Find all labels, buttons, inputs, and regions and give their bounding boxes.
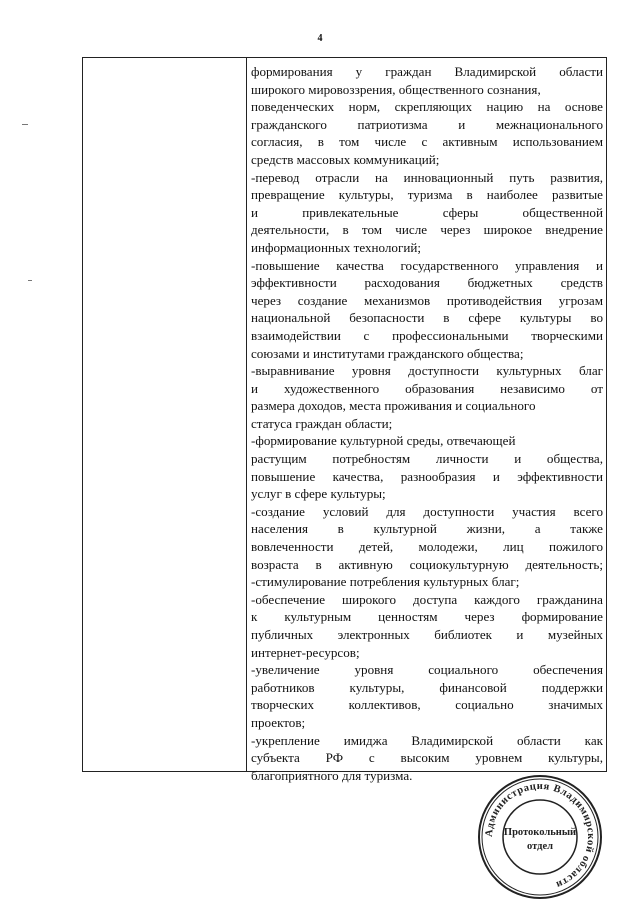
text-line: статуса граждан области;	[251, 415, 393, 431]
protocol-department-stamp	[477, 774, 603, 900]
text-line: населения в культурной жизни, а также	[251, 521, 603, 537]
text-line: широкого мировоззрения, общественного сознания,	[251, 81, 541, 97]
text-line: эффективности расходования бюджетных средств	[251, 275, 603, 291]
text-line: вовлеченности детей, молодежи, лиц пожилого	[251, 539, 603, 555]
text-line: формирования у граждан Владимирской области	[251, 64, 603, 79]
text-line: национальной безопасности в сфере культуры во	[251, 310, 603, 326]
text-line: растущим потребностям личности и общества,	[251, 451, 603, 467]
text-line: размера доходов, места проживания и социального	[251, 398, 536, 414]
text-line: и художественного образования независимо от	[251, 380, 603, 396]
content-table	[82, 57, 607, 783]
stamp-ring-text: Администрация Владимирской области	[483, 780, 597, 891]
text-line: -формирование культурной среды, отвечающей	[251, 433, 516, 449]
text-line: -укрепление имиджа Владимирской области как	[251, 732, 603, 748]
text-line: -создание условий для доступности участия всего	[251, 503, 603, 519]
text-line: средств массовых коммуникаций;	[251, 151, 440, 167]
text-line: повышение качества, разнообразия и эффективности	[251, 468, 603, 484]
text-line: творческих коллективов, социально значимых	[251, 697, 603, 713]
text-line: поведенческих норм, скрепляющих нацию на основе	[251, 99, 603, 115]
margin-mark	[28, 280, 32, 281]
text-line: превращение культуры, туризма в наиболее развитые	[251, 187, 603, 203]
text-line: деятельности, в том числе через широкое внедрение	[251, 222, 603, 238]
text-line: союзами и институтами гражданского общества;	[251, 345, 524, 361]
text-line: -стимулирование потребления культурных благ;	[251, 574, 520, 590]
text-line: информационных технологий;	[251, 239, 421, 255]
text-line: гражданского патриотизма и межнационального	[251, 116, 603, 132]
stamp-center-line1: Протокольный	[503, 827, 577, 838]
stamp-center-line2: отдел	[527, 841, 553, 852]
text-line: публичных электронных библиотек и музейных	[251, 627, 603, 642]
text-line: субъекта РФ с высоким уровнем культуры,	[251, 750, 603, 766]
text-line: возраста в активную социокультурную деятельность;	[251, 556, 603, 572]
text-line: проектов;	[251, 714, 306, 730]
page-number: 4	[317, 33, 323, 44]
text-line: услуг в сфере культуры;	[251, 486, 386, 502]
text-line: -увеличение уровня социального обеспечения	[251, 662, 603, 678]
text-line: -выравнивание уровня доступности культурных благ	[251, 363, 603, 379]
text-line: работников культуры, финансовой поддержки	[251, 679, 603, 695]
table-right-cell	[251, 63, 603, 784]
text-line: к культурным ценностям через формирование	[251, 609, 603, 625]
text-line: -повышение качества государственного управления и	[251, 257, 603, 273]
text-line: и привлекательные сферы общественной	[251, 204, 603, 220]
text-line: взаимодействии с профессиональными творческими	[251, 327, 603, 343]
text-line: интернет-ресурсов;	[251, 644, 360, 660]
text-line: через создание механизмов противодействия угрозам	[251, 292, 603, 308]
text-line: согласия, в том числе с активным использованием	[251, 134, 603, 150]
table-column-divider	[246, 58, 247, 771]
text-line: -перевод отрасли на инновационный путь развития,	[251, 169, 603, 185]
text-line: благоприятного для туризма.	[251, 767, 413, 783]
table-left-cell	[83, 58, 246, 771]
text-line: -обеспечение широкого доступа каждого гражданина	[251, 591, 603, 607]
margin-mark	[22, 124, 28, 125]
